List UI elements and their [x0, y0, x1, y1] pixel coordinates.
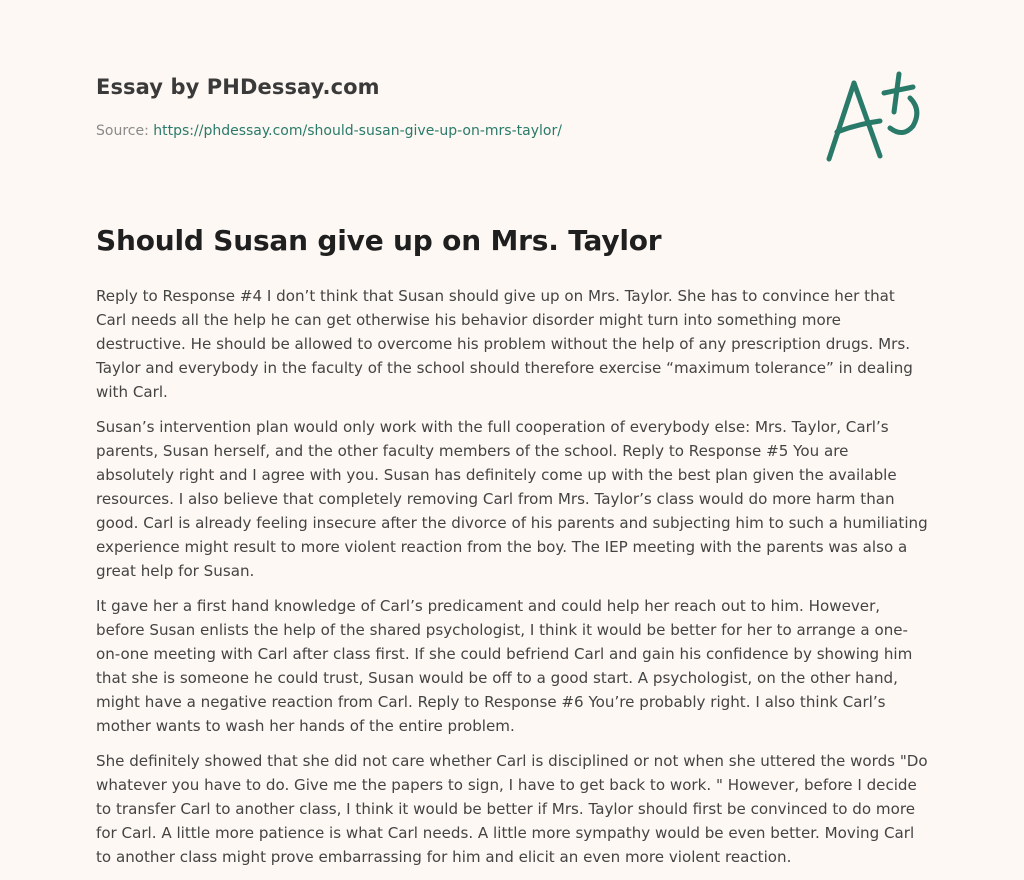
essay-paragraph-2: Susan’s intervention plan would only work with the full cooperation of everybody else: Mrs. Taylor, Carl’s parents, Susan herself, and the other faculty members of the school. Reply to Response #5 You are absolutely right and I agree with you. Susan has definitely come up with the best plan given the available resources. I also believe that completely removing Carl from Mrs. Taylor’s class would do more harm than good. Carl is already feeling insecure after the divorce of his parents and subjecting him to such a humiliating experience might result to more violent reaction from the boy. The IEP meeting with the parents was also a great help for Susan.	[96, 418, 928, 580]
essay-paragraph-4: She definitely showed that she did not care whether Carl is disciplined or not when she uttered the words "Do whatever you have to do. Give me the papers to sign, I have to get back to work. " However, before I decide to transfer Carl to another class, I think it would be better if Mrs. Taylor should first be convinced to do more for Carl. A little more patience is what Carl needs. A little more sympathy would be even better. Moving Carl to another class might prove embarrassing for him and elicit an even more violent reaction.	[96, 752, 928, 866]
source-link[interactable]: https://phdessay.com/should-susan-give-up-on-mrs-taylor/	[153, 123, 562, 139]
essay-paragraph-3: It gave her a first hand knowledge of Carl’s predicament and could help her reach out to him. However, before Susan enlists the help of the shared psychologist, I think it would be better for her to arrange a one-on-one meeting with Carl after class first. If she could befriend Carl and gain his confidence by showing him that she is someone he could trust, Susan would be off to a good start. A psychologist, on the other hand, might have a negative reaction from Carl. Reply to Response #6 You’re probably right. I also think Carl’s mother wants to wash her hands of the entire problem.	[96, 597, 913, 735]
a-plus-grade-icon	[822, 66, 928, 166]
source-line	[96, 123, 562, 139]
site-brand: Essay by PHDessay.com	[96, 75, 380, 99]
source-label: Source:	[96, 123, 149, 139]
essay-title: Should Susan give up on Mrs. Taylor	[96, 224, 662, 257]
essay-paragraph-1: Reply to Response #4 I don’t think that Susan should give up on Mrs. Taylor. She has to convince her that Carl needs all the help he can get otherwise his behavior disorder might turn into something more destructive. He should be allowed to overcome his problem without the help of any prescription drugs. Mrs. Taylor and everybody in the faculty of the school should therefore exercise “maximum tolerance” in dealing with Carl.	[96, 287, 913, 401]
essay-body	[96, 284, 928, 880]
